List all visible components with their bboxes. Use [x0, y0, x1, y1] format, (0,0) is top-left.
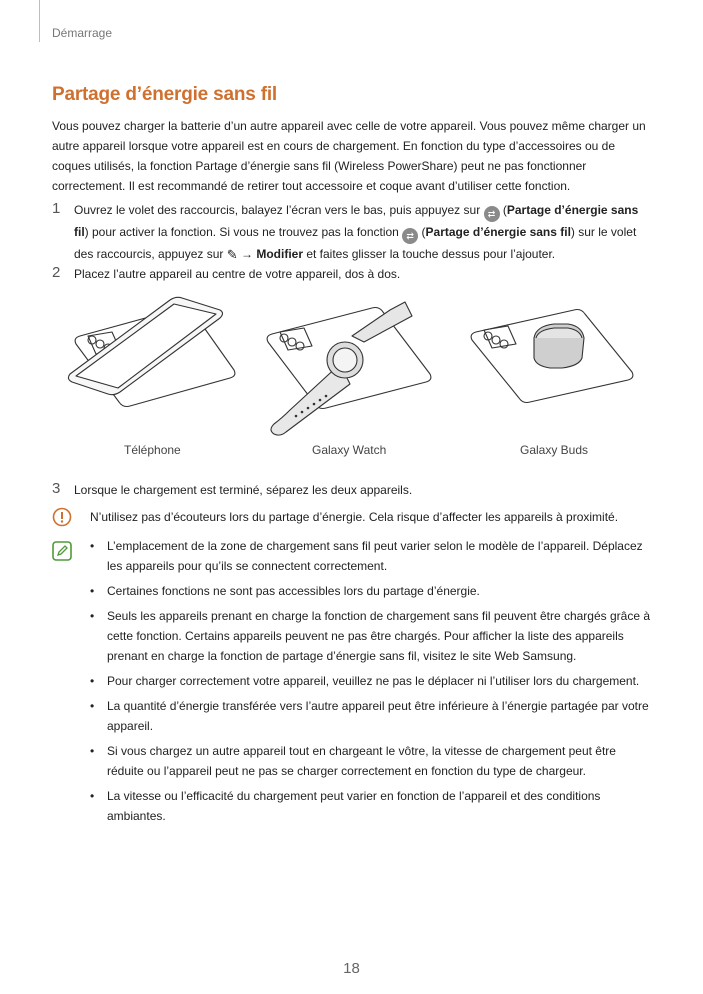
caption-phone: Téléphone — [124, 443, 181, 457]
list-item: • Pour charger correctement votre appareil, veuillez ne pas le déplacer ni l’utiliser lors du chargement. — [90, 671, 650, 691]
step-number: 3 — [52, 480, 61, 497]
section-header: Démarrage — [52, 26, 113, 40]
step-number: 2 — [52, 264, 61, 281]
caption-buds: Galaxy Buds — [520, 443, 589, 457]
step-number: 1 — [52, 200, 61, 217]
buds-on-phone-illustration — [464, 292, 644, 417]
warning-icon — [52, 507, 72, 527]
notes-list — [90, 536, 650, 831]
side-rule — [39, 0, 40, 42]
list-item: • L’emplacement de la zone de chargement sans fil peut varier selon le modèle de l’appareil. Déplacez les appareils pour qu’ils se connectent correctement. — [90, 536, 650, 576]
warning-text: N’utilisez pas d’écouteurs lors du partage d’énergie. Cela risque d’affecter les appareils à proximité. — [90, 510, 619, 524]
caption-watch: Galaxy Watch — [312, 443, 387, 457]
wireless-powershare-icon: ⇄ — [484, 206, 500, 222]
page-title: Partage d’énergie sans fil — [52, 84, 277, 105]
intro-paragraph: Vous pouvez charger la batterie d’un autre appareil avec celle de votre appareil. Vous pouvez même charger un autre appareil lorsque votre appareil est en cours de chargement. En fonction du type d’accessoires ou de coques utilisés, la fonction Partage d’énergie sans fil (Wireless PowerShare) peut ne pas fonctionner correctement. Il est recommandé de retirer tout accessoire et coque avant d’utiliser cette fonction. — [52, 119, 646, 193]
wireless-powershare-icon: ⇄ — [402, 228, 418, 244]
memo-icon — [52, 541, 72, 561]
list-item: • La quantité d’énergie transférée vers l’autre appareil peut être inférieure à l’énergie partagée par votre appareil. — [90, 696, 650, 736]
list-item: • Si vous chargez un autre appareil tout en chargeant le vôtre, la vitesse de chargement peut être réduite ou l’appareil peut ne pas se charger correctement en fonction du type de chargeur. — [90, 741, 650, 781]
list-item: • La vitesse ou l’efficacité du chargement peut varier en fonction de l’appareil et des conditions ambiantes. — [90, 786, 650, 826]
list-item: • Seuls les appareils prenant en charge la fonction de chargement sans fil peuvent être chargés grâce à cette fonction. Certains appareils peuvent ne pas être chargés. Pour afficher la liste des appareils prenant en charge la fonction de partage d’énergie sans fil, visitez le site Web Samsung. — [90, 606, 650, 666]
step-text: Placez l’autre appareil au centre de votre appareil, dos à dos. — [74, 267, 401, 281]
step-text: Lorsque le chargement est terminé, séparez les deux appareils. — [74, 483, 413, 497]
pencil-icon: ✎ — [226, 247, 238, 262]
watch-on-phone-illustration — [260, 292, 440, 442]
step-text: Ouvrez le volet des raccourcis, balayez l’écran vers le bas, puis appuyez sur ⇄ (Partage d’énergie sans fil) pour activer la fonction. Si vous ne trouvez pas la fonction ⇄ (Partage d’énergie sans fil) sur le volet des raccourcis, appuyez sur ✎ → Modifier et faites glisser la touche dessus pour l’ajouter. — [74, 200, 652, 265]
list-item: • Certaines fonctions ne sont pas accessibles lors du partage d’énergie. — [90, 581, 650, 601]
page-number: 18 — [343, 960, 360, 977]
phone-to-phone-illustration — [62, 292, 242, 417]
